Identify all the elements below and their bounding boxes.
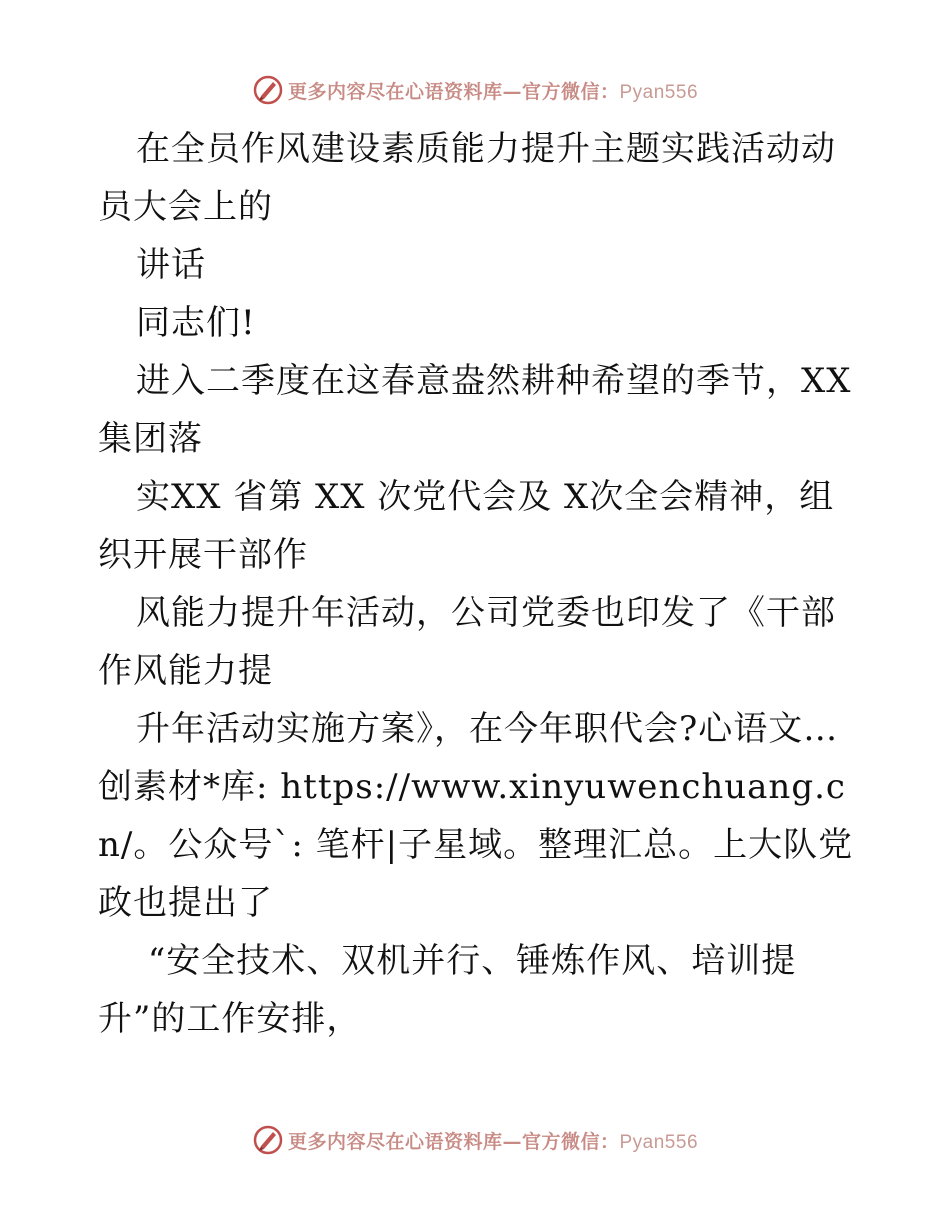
watermark-text: 更多内容尽在心语资料库—官方微信：Pyan556 (287, 80, 699, 103)
document-body (98, 120, 858, 1048)
body-paragraph: “安全技术、双机并行、锤炼作风、培训提升”的工作安排， (98, 941, 797, 1039)
body-paragraph: 风能力提升年活动，公司党委也印发了《干部作风能力提 (98, 593, 836, 691)
body-paragraph: 实XX 省第 XX 次党代会及 X次全会精神，组织开展干部作 (98, 477, 835, 575)
watermark-text: 更多内容尽在心语资料库—官方微信：Pyan556 (287, 1130, 699, 1153)
pen-logo-icon (252, 74, 284, 106)
title-line-2: 讲话 (136, 245, 206, 285)
header-watermark (0, 70, 950, 110)
body-paragraph: 进入二季度在这春意盎然耕种希望的季节，XX集团落 (98, 361, 852, 459)
footer-watermark (0, 1120, 950, 1160)
pen-logo-icon (252, 1124, 284, 1156)
greeting: 同志们! (136, 303, 256, 343)
title-line: 在全员作风建设素质能力提升主题实践活动动员大会上的 (98, 129, 836, 227)
body-paragraph: 升年活动实施方案》，在今年职代会?心语文…创素材*库: https://www.xinyuwenchuang.cn/。公众号`: 笔杆|子星域。整理汇总。上大队党政也提出了 (98, 709, 854, 923)
